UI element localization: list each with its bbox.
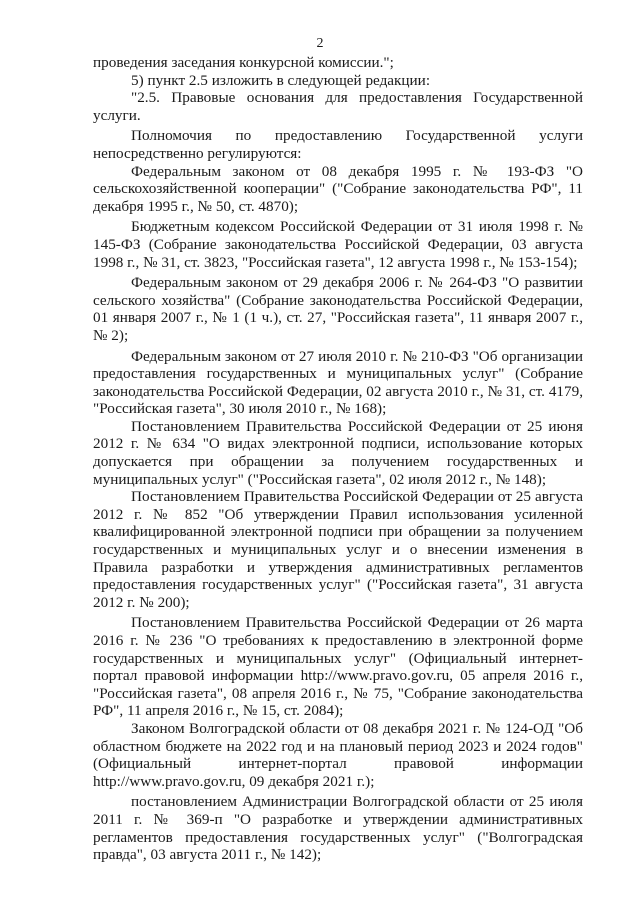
document-body — [93, 54, 583, 864]
paragraph-law-210-fz: Федеральным законом от 27 июля 2010 г. № 210-ФЗ "Об организации предоставления государственных и муниципальных услуг" (Собрание законодательства Российской Федерации, 02 августа 2010 г., № 31, ст. 4179, "Российская газета", 30 июля 2010 г., № 168); — [93, 347, 583, 418]
paragraph-decree-236: Постановлением Правительства Российской Федерации от 26 марта 2016 г. № 236 "О требованиях к предоставлению в электронной форме государственных и муниципальных услуг" (Официальный интернет-портал правовой информации http://www.pravo.gov.ru, 05 апреля 2016 г., "Российская газета", 08 апреля 2016 г., № 75, "Собрание законодательства РФ", 11 апреля 2016 г., № 15, ст. 2084); — [93, 614, 583, 720]
paragraph-item-5: 5) пункт 2.5 изложить в следующей редакции: — [131, 71, 431, 89]
paragraph-budget-code: Бюджетным кодексом Российской Федерации от 31 июля 1998 г. № 145-ФЗ (Собрание законодательства Российской Федерации, 03 августа 1998 г., № 31, ст. 3823, "Российская газета", 12 августа 1998 г., № 153-154); — [93, 218, 583, 271]
paragraph-law-193-fz: Федеральным законом от 08 декабря 1995 г. № 193-ФЗ "О сельскохозяйственной кооперации" ("Собрание законодательства РФ", 11 декабря 1995 г., № 50, ст. 4870); — [93, 162, 583, 215]
page-number: 2 — [316, 36, 324, 51]
paragraph-continuation: проведения заседания конкурсной комиссии."; — [93, 54, 394, 71]
paragraph-law-264-fz: Федеральным законом от 29 декабря 2006 г. № 264-ФЗ "О развитии сельского хозяйства" (Собрание законодательства Российской Федерации, 01 января 2007 г., № 1 (1 ч.), ст. 27, "Российская газета", 11 января 2007 г., № 2); — [93, 274, 583, 344]
paragraph-authority-intro: Полномочия по предоставлению Государственной услуги непосредственно регулируются: — [93, 127, 583, 162]
paragraph-resolution-369-p: постановлением Администрации Волгоградской области от 25 июля 2011 г. № 369-п "О разработке и утверждении административных регламентов предоставления государственных услуг" ("Волгоградская правда", 03 августа 2011 г., № 142); — [93, 793, 583, 864]
paragraph-section-2-5-heading: "2.5. Правовые основания для предоставления Государственной услуги. — [93, 89, 583, 124]
paragraph-decree-852: Постановлением Правительства Российской Федерации от 25 августа 2012 г. № 852 "Об утверждении Правил использования усиленной квалифицированной электронной подписи при обращении за получением государственных и муниципальных услуг и о внесении изменения в Правила разработки и утверждения административных регламентов предоставления государственных услуг" ("Российская газета", 31 августа 2012 г. № 200); — [93, 488, 583, 611]
paragraph-regional-law-124-od: Законом Волгоградской области от 08 декабря 2021 г. № 124-ОД "Об областном бюджете на 2022 год и на плановый период 2023 и 2024 годов" (Официальный интернет-портал правовой информации http://www.pravo.gov.ru, 09 декабря 2021 г.); — [93, 719, 583, 790]
paragraph-decree-634: Постановлением Правительства Российской Федерации от 25 июня 2012 г. № 634 "О видах электронной подписи, использование которых допускается при обращении за получением государственных и муниципальных услуг" ("Российская газета", 02 июля 2012 г., № 148); — [93, 417, 583, 488]
